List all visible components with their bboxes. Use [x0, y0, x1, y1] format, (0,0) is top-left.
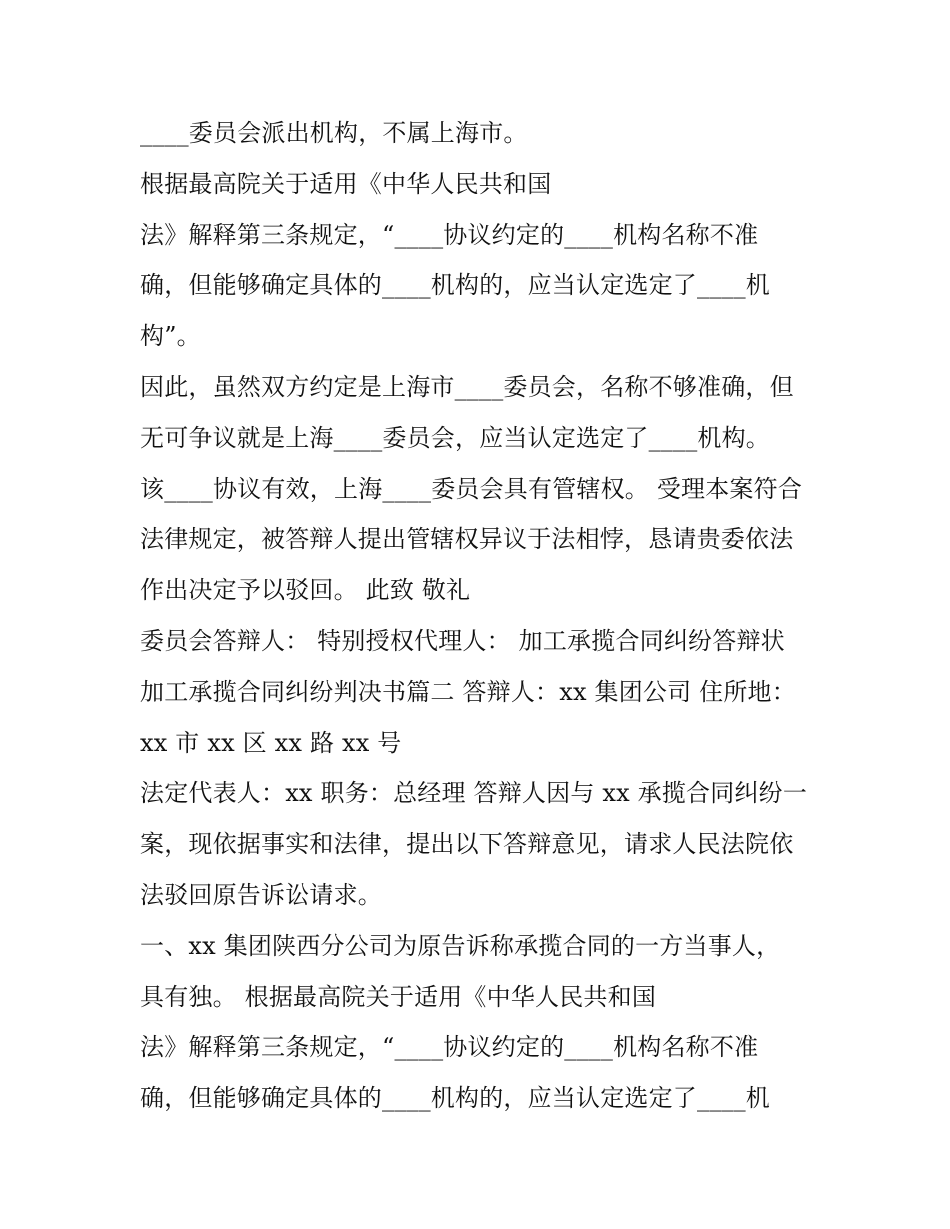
text-line: 法》解释第三条规定，“____协议约定的____机构名称不准	[140, 1033, 759, 1062]
text-line: 构”。	[140, 322, 201, 351]
text-line: 法律规定，被答辩人提出管辖权异议于法相悖，恳请贵委依法	[140, 525, 794, 554]
text-line: 作出决定予以驳回。 此致 敬礼	[140, 576, 471, 605]
text-line: xx 市 xx 区 xx 路 xx 号	[140, 728, 402, 757]
text-line: 因此，虽然双方约定是上海市____委员会，名称不够准确，但	[140, 372, 794, 401]
document-body	[140, 108, 820, 1124]
text-line: 确，但能够确定具体的____机构的，应当认定选定了____机	[140, 271, 770, 300]
text-line: 案，现依据事实和法律，提出以下答辩意见，请求人民法院依	[140, 830, 794, 859]
text-line: 法驳回原告诉讼请求。	[140, 880, 382, 909]
text-line: ____委员会派出机构，不属上海市。	[140, 119, 528, 147]
text-line: 确，但能够确定具体的____机构的，应当认定选定了____机	[140, 1084, 770, 1113]
text-line: 该____协议有效，上海____委员会具有管辖权。 受理本案符合	[140, 474, 803, 503]
text-line: 加工承揽合同纠纷判决书篇二 答辩人：xx 集团公司 住所地：	[140, 677, 796, 706]
text-line: 一、xx 集团陕西分公司为原告诉称承揽合同的一方当事人，	[140, 931, 781, 960]
text-line: 法》解释第三条规定，“____协议约定的____机构名称不准	[140, 220, 759, 249]
text-line: 无可争议就是上海____委员会，应当认定选定了____机构。	[140, 423, 770, 452]
text-line: 委员会答辩人： 特别授权代理人： 加工承揽合同纠纷答辩状	[140, 626, 785, 655]
text-line: 法定代表人：xx 职务：总经理 答辩人因与 xx 承揽合同纠纷一	[140, 779, 808, 808]
text-line: 具有独。 根据最高院关于适用《中华人民共和国	[140, 982, 657, 1011]
text-line: 根据最高院关于适用《中华人民共和国	[140, 169, 552, 198]
